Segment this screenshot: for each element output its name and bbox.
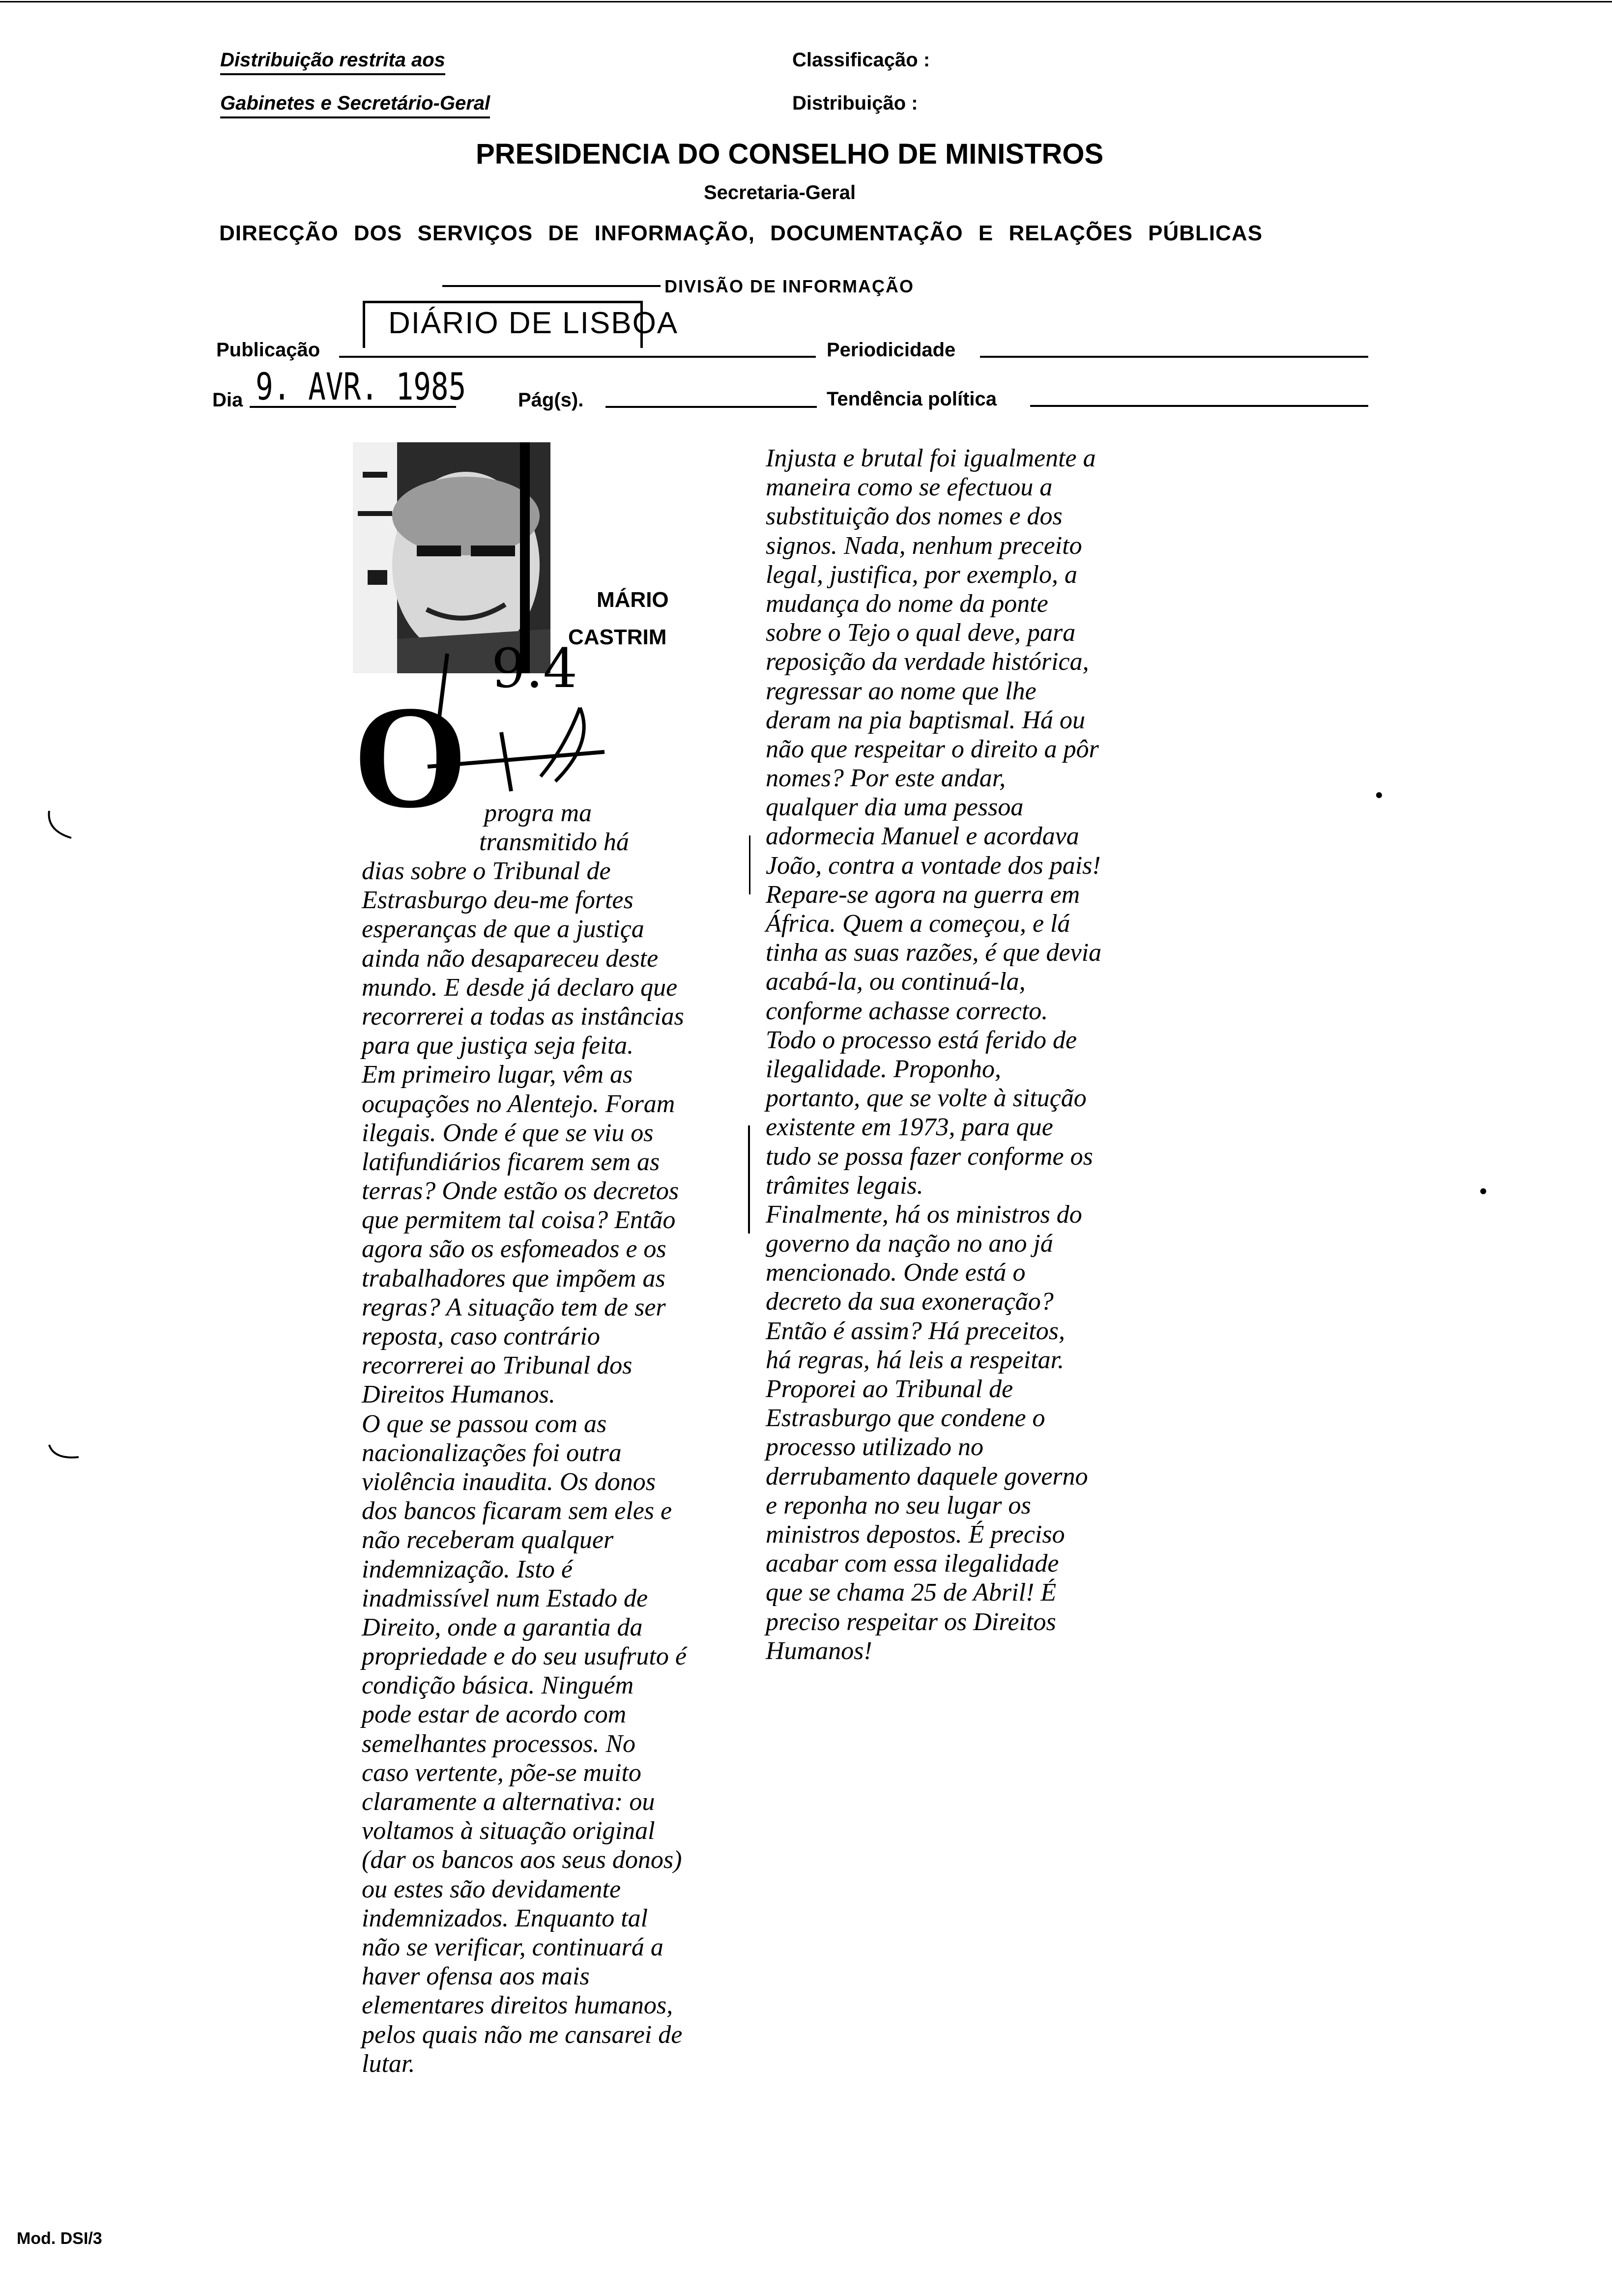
divisao-label: DIVISÃO DE INFORMAÇÃO	[664, 276, 915, 296]
page-title: PRESIDENCIA DO CONSELHO DE MINISTROS	[476, 138, 1104, 170]
article-line: trabalhadores que impõem as	[362, 1264, 665, 1292]
article-line: dos bancos ficaram sem eles e	[362, 1497, 672, 1525]
article-line: ministros depostos. É preciso	[766, 1520, 1065, 1549]
article-line: derrubamento daquele governo	[766, 1462, 1088, 1491]
article-line: propriedade e do seu usufruto é	[362, 1642, 687, 1671]
dia-label: Dia	[212, 389, 243, 411]
distribution-recipients-label: Gabinetes e Secretário-Geral	[220, 92, 490, 118]
article-line: Repare-se agora na guerra em	[766, 880, 1080, 909]
distribuicao-label: Distribuição :	[792, 92, 918, 114]
handwritten-note: 9.4	[491, 637, 577, 700]
periodicidade-label: Periodicidade	[827, 339, 956, 361]
article-line: não receberam qualquer	[362, 1526, 614, 1554]
article-line: para que justiça seja feita.	[362, 1032, 634, 1060]
article-line: sobre o Tejo o qual deve, para	[766, 619, 1076, 647]
column-separator-mark	[749, 835, 750, 894]
article-line: voltamos à situação original	[362, 1817, 655, 1845]
periodicidade-fill-line	[980, 356, 1368, 358]
column-separator-mark	[748, 1125, 750, 1234]
article-line: O que se passou com as	[362, 1409, 607, 1438]
article-line: Todo o processo está ferido de	[766, 1026, 1077, 1054]
article-line: semelhantes processos. No	[362, 1729, 636, 1758]
scan-mark-left-upper	[44, 806, 79, 845]
tendencia-label: Tendência política	[827, 388, 997, 410]
article-line: África. Quem a começou, e lá	[766, 910, 1070, 938]
article-line: dias sobre o Tribunal de	[362, 857, 611, 885]
article-column-1-start	[479, 799, 629, 857]
article-line: terras? Onde estão os decretos	[362, 1177, 679, 1205]
article-line: reposta, caso contrário	[362, 1322, 600, 1350]
article-column-2	[766, 444, 1101, 1665]
article-line: ainda não desapareceu deste	[362, 944, 659, 973]
article-line: Estrasburgo que condene o	[766, 1404, 1045, 1433]
article-line: tudo se possa fazer conforme os	[766, 1142, 1093, 1171]
scan-mark-left-lower	[44, 1440, 84, 1464]
article-line: violência inaudita. Os donos	[362, 1467, 656, 1496]
article-line: ilegalidade. Proponho,	[766, 1055, 1002, 1083]
article-line: reposição da verdade histórica,	[766, 648, 1089, 676]
article-line: Em primeiro lugar, vêm as	[362, 1061, 633, 1089]
article-line: substituição dos nomes e dos	[766, 502, 1063, 531]
article-line: Injusta e brutal foi igualmente a	[766, 444, 1096, 472]
article-line: caso vertente, põe-se muito	[362, 1758, 641, 1787]
divisao-rule	[442, 285, 661, 287]
article-line: ou estes são devidamente	[362, 1875, 621, 1903]
article-line: qualquer dia uma pessoa	[766, 793, 1024, 822]
dia-value-stamp: 9. AVR. 1985	[256, 365, 466, 408]
article-line: regras? A situação tem de ser	[362, 1293, 666, 1321]
article-line: processo utilizado no	[766, 1433, 983, 1462]
author-last-name: CASTRIM	[568, 625, 667, 649]
top-border-line	[0, 1, 1612, 2]
classificacao-label: Classificação :	[792, 49, 930, 71]
article-line: nomes? Por este andar,	[766, 764, 1006, 793]
article-line: haver ofensa aos mais	[362, 1962, 590, 1991]
article-line: pelos quais não me cansarei de	[362, 2020, 683, 2049]
article-line: Estrasburgo deu-me fortes	[362, 886, 633, 915]
article-line: ocupações no Alentejo. Foram	[362, 1090, 675, 1118]
article-line: deram na pia baptismal. Há ou	[766, 706, 1085, 734]
publicacao-value: DIÁRIO DE LISBOA	[388, 306, 679, 340]
dia-fill-line	[250, 406, 456, 408]
scan-dot	[1480, 1188, 1486, 1194]
article-line: claramente a alternativa: ou	[362, 1788, 655, 1816]
article-line: preciso respeitar os Direitos	[766, 1607, 1056, 1636]
page-subtitle: Secretaria-Geral	[704, 182, 856, 203]
article-line: pode estar de acordo com	[362, 1700, 627, 1729]
article-line: Direito, onde a garantia da	[362, 1613, 643, 1641]
distribution-restricted-label: Distribuição restrita aos	[220, 49, 445, 75]
article-line: e reponha no seu lugar os	[766, 1491, 1031, 1520]
article-line: conforme achasse correcto.	[766, 997, 1048, 1025]
article-line: mundo. E desde já declaro que	[362, 973, 678, 1002]
scan-dot	[1376, 792, 1382, 798]
article-line: latifundiários ficarem sem as	[362, 1148, 660, 1176]
article-line: há regras, há leis a respeitar.	[766, 1346, 1065, 1374]
article-column-1	[362, 857, 687, 2078]
article-line: mudança do nome da ponte	[766, 589, 1048, 618]
article-line: transmitido há	[479, 828, 629, 857]
drop-cap: O	[353, 675, 468, 838]
article-line: Então é assim? Há preceitos,	[766, 1317, 1065, 1345]
article-line: indemnização. Isto é	[362, 1555, 573, 1583]
article-line: não se verificar, continuará a	[362, 1933, 663, 1961]
article-line: trâmites legais.	[766, 1171, 923, 1200]
article-line: lutar.	[362, 2049, 415, 2078]
article-line: legal, justifica, por exemplo, a	[766, 560, 1078, 589]
tendencia-fill-line	[1030, 405, 1368, 407]
article-line: Finalmente, há os ministros do	[766, 1200, 1082, 1229]
article-line: portanto, que se volte à situção	[766, 1084, 1087, 1113]
article-line: que permitem tal coisa? Então	[362, 1206, 676, 1234]
article-line: indemnizados. Enquanto tal	[362, 1904, 648, 1932]
article-line: recorrerei ao Tribunal dos	[362, 1351, 633, 1380]
article-line: governo da nação no ano já	[766, 1230, 1053, 1258]
publicacao-fill-line	[339, 356, 816, 358]
article-line: tinha as suas razões, é que devia	[766, 939, 1102, 967]
article-line: regressar ao nome que lhe	[766, 677, 1036, 705]
article-line: ilegais. Onde é que se viu os	[362, 1119, 654, 1147]
article-line: Humanos!	[766, 1636, 872, 1665]
article-line: existente em 1973, para que	[766, 1113, 1053, 1142]
publicacao-label: Publicação	[216, 339, 320, 361]
article-line: progra ma	[484, 799, 592, 827]
article-line: Proporei ao Tribunal de	[766, 1375, 1013, 1403]
article-line: Direitos Humanos.	[362, 1380, 555, 1409]
article-line: condição básica. Ninguém	[362, 1671, 634, 1700]
article-line: signos. Nada, nenhum preceito	[766, 531, 1082, 560]
article-line: esperanças de que a justiça	[362, 915, 644, 944]
article-line: acabá-la, ou continuá-la,	[766, 968, 1026, 996]
article-line: mencionado. Onde está o	[766, 1259, 1026, 1287]
article-line: maneira como se efectuou a	[766, 473, 1053, 502]
article-line: não que respeitar o direito a pôr	[766, 735, 1099, 763]
article-line: nacionalizações foi outra	[362, 1438, 622, 1467]
direccao-line: DIRECÇÃO DOS SERVIÇOS DE INFORMAÇÃO, DOCUMENTAÇÃO E RELAÇÕES PÚBLICAS	[219, 221, 1263, 245]
article-line: (dar os bancos aos seus donos)	[362, 1846, 682, 1874]
pags-label: Pág(s).	[518, 389, 584, 411]
article-line: acabar com essa ilegalidade	[766, 1550, 1059, 1578]
author-first-name: MÁRIO	[597, 588, 669, 612]
model-code: Mod. DSI/3	[17, 2229, 102, 2248]
article-line: João, contra a vontade dos pais!	[766, 851, 1101, 880]
article-line: elementares direitos humanos,	[362, 1991, 673, 2020]
article-line: decreto da sua exoneração?	[766, 1288, 1054, 1316]
article-line: inadmissível num Estado de	[362, 1584, 648, 1612]
article-line: agora são os esfomeados e os	[362, 1235, 666, 1263]
article-line: recorrerei a todas as instâncias	[362, 1002, 684, 1031]
article-line: adormecia Manuel e acordava	[766, 822, 1079, 851]
article-line: que se chama 25 de Abril! É	[766, 1578, 1057, 1607]
pags-fill-line	[605, 406, 817, 408]
